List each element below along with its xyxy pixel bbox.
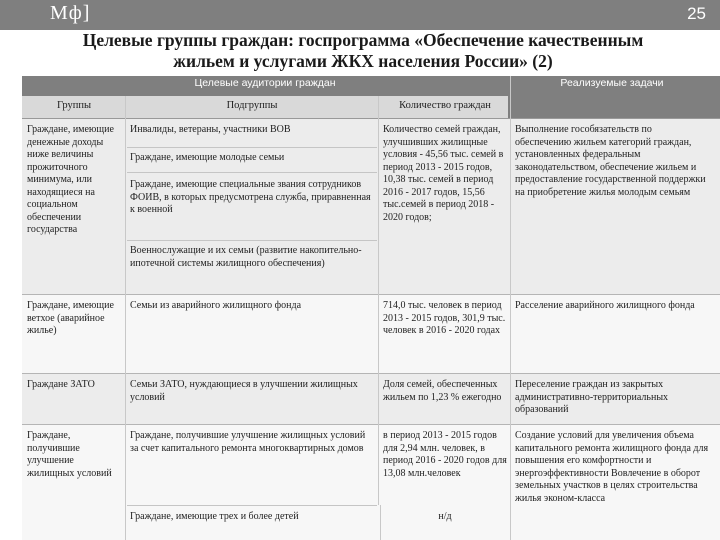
row-group: Граждане ЗАТО	[27, 379, 95, 390]
title-line-2: жильем и услугами ЖКХ населения России» (2)	[173, 51, 553, 71]
row-task: Создание условий для увеличения объема капитального ремонта жилищного фонда для повышения его комфортности и энергоэффективности Вовлечение в оборот земельных участков в целях строительства жилья эконом-класса	[515, 430, 709, 504]
row-count: в период 2013 - 2015 годов для 2,94 млн. человек, в период 2016 - 2020 годов для 13,08 млн.человек	[383, 430, 507, 479]
row-subgroup: Семьи из аварийного жилищного фонда	[130, 300, 302, 311]
column-divider	[510, 76, 511, 540]
header-tasks: Реализуемые задачи	[560, 77, 664, 89]
tasks-header-fill	[508, 96, 720, 118]
logo: Мф]	[50, 2, 91, 24]
column-header-subgroups: Подгруппы	[226, 100, 278, 111]
subgroup-divider	[127, 172, 377, 173]
row-count: Количество семей граждан, улучшивших жилищные условия - 45,56 тыс. семей в период 2013 - 2015 годов, 10,38 тыс. семей в период 2016 - 2017 годов, 15,56 тыс.семей в период 2018 - 2020 годов;	[383, 124, 504, 223]
row-group: Граждане, имеющие денежные доходы ниже величины прожиточного минимума, или находящиеся на социальном обеспечении государства	[27, 124, 114, 235]
row-subgroup: Военнослужащие и их семьи (развитие накопительно-ипотечной системы жилищного обеспечения)	[130, 245, 362, 269]
row-count: Доля семей, обеспеченных жильем по 1,23 % ежегодно	[383, 379, 502, 403]
row-task: Переселение граждан из закрытых административно-территориальных образований	[515, 379, 669, 415]
row-subgroup: Граждане, имеющие трех и более детей	[130, 511, 299, 522]
page-number: 25	[687, 4, 706, 23]
row-group: Граждане, получившие улучшение жилищных условий	[27, 430, 112, 479]
row-task: Выполнение гособязательств по обеспечению жильем категорий граждан, установленных федеральным законодательством, обеспечение жильем и предоставление государственной поддержки на приобретение жилья молодым семьям	[515, 124, 706, 198]
table-row	[22, 425, 720, 540]
header-audience: Целевые аудитории граждан	[194, 77, 336, 89]
subgroup-divider	[127, 240, 377, 241]
row-subgroup: Граждане, получившие улучшение жилищных условий за счет капитального ремонта многоквартирных домов	[130, 430, 366, 454]
row-count-secondary: н/д	[438, 511, 452, 522]
row-group: Граждане, имеющие ветхое (аварийное жилье)	[27, 300, 114, 336]
subgroup-divider	[127, 147, 377, 148]
row-subgroup: Граждане, имеющие специальные звания сотрудников ФОИВ, в которых предусмотрена служба, приравненная к военной	[130, 179, 371, 215]
page-title	[18, 30, 708, 72]
subgroup-divider	[127, 505, 377, 506]
column-header-groups: Группы	[56, 100, 92, 111]
count-divider	[380, 505, 381, 540]
table-row	[22, 295, 720, 373]
column-divider	[125, 96, 126, 540]
table-row	[22, 374, 720, 424]
row-count: 714,0 тыс. человек в период 2013 - 2015 годов, 301,9 тыс. человек в 2016 - 2020 годах	[383, 300, 506, 336]
table-row	[22, 119, 720, 294]
table-header-band	[22, 76, 720, 96]
top-bar	[0, 0, 720, 30]
row-task: Расселение аварийного жилищного фонда	[515, 300, 695, 311]
row-subgroup: Семьи ЗАТО, нуждающиеся в улучшении жилищных условий	[130, 379, 358, 403]
column-header-count: Количество граждан	[399, 100, 491, 111]
row-subgroup: Граждане, имеющие молодые семьи	[130, 152, 285, 163]
row-subgroup: Инвалиды, ветераны, участники ВОВ	[130, 124, 291, 135]
column-divider	[378, 96, 379, 505]
title-line-1: Целевые группы граждан: госпрограмма «Обеспечение качественным	[82, 30, 644, 50]
